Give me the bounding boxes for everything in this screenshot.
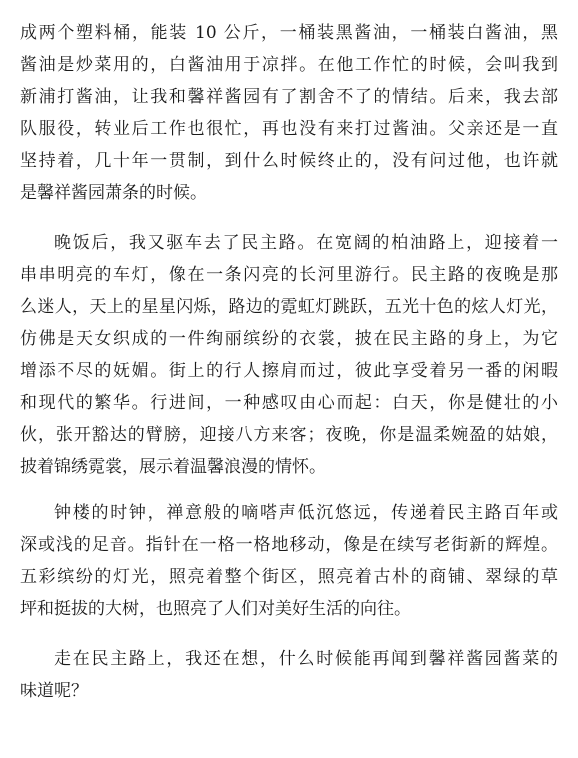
paragraph-4-line-2: 味道呢？ [20, 681, 88, 701]
paragraph-3-line-3: 五彩缤纷的灯光，照亮着整个街区，照亮着古朴的商铺、翠绿的草 [20, 567, 558, 587]
paragraph-1-line-6: 是馨祥酱园萧条的时候。 [20, 183, 207, 203]
paragraph-2-line-4: 仿佛是天女织成的一件绚丽缤纷的衣裳，披在民主路的身上，为它 [20, 329, 558, 349]
paragraph-2-line-6: 和现代的繁华。行进间，一种感叹由心而起：白天，你是健壮的小 [20, 393, 558, 413]
paragraph-2-line-3: 么迷人，天上的星星闪烁，路边的霓虹灯跳跃，五光十色的炫人灯光， [20, 297, 558, 317]
paragraph-2-line-7: 伙，张开豁达的臂膀，迎接八方来客；夜晚，你是温柔婉盈的姑娘， [20, 425, 558, 445]
paragraph-2-line-5: 增添不尽的妩媚。街上的行人擦肩而过，彼此享受着另一番的闲暇 [20, 361, 558, 381]
paragraph-1-line-5: 坚持着，几十年一贯制，到什么时候终止的，没有问过他，也许就 [20, 151, 558, 171]
paragraph-3-line-2: 深或浅的足音。指针在一格一格地移动，像是在续写老街新的辉煌。 [20, 535, 558, 555]
paragraph-2-line-1: 晚饭后，我又驱车去了民主路。在宽阔的柏油路上，迎接着一 [54, 233, 558, 253]
paragraph-2-line-8: 披着锦绣霓裳，展示着温馨浪漫的情怀。 [20, 457, 326, 477]
paragraph-4-line-1: 走在民主路上，我还在想，什么时候能再闻到馨祥酱园酱菜的 [54, 649, 558, 669]
paragraph-3-line-1: 钟楼的时钟，禅意般的嘀嗒声低沉悠远，传递着民主路百年或 [54, 503, 558, 523]
paragraph-1-line-4: 队服役，转业后工作也很忙，再也没有来打过酱油。父亲还是一直 [20, 119, 558, 139]
paragraph-1-line-2: 酱油是炒菜用的，白酱油用于凉拌。在他工作忙的时候，会叫我到 [20, 55, 558, 75]
paragraph-2-line-2: 串串明亮的车灯，像在一条闪亮的长河里游行。民主路的夜晚是那 [20, 265, 558, 285]
paragraph-3-line-4: 坪和挺拔的大树，也照亮了人们对美好生活的向往。 [20, 599, 411, 619]
paragraph-1-line-3: 新浦打酱油，让我和馨祥酱园有了割舍不了的情结。后来，我去部 [20, 87, 558, 107]
paragraph-1-line-1: 成两个塑料桶，能装 10 公斤，一桶装黑酱油，一桶装白酱油，黑 [20, 23, 558, 43]
